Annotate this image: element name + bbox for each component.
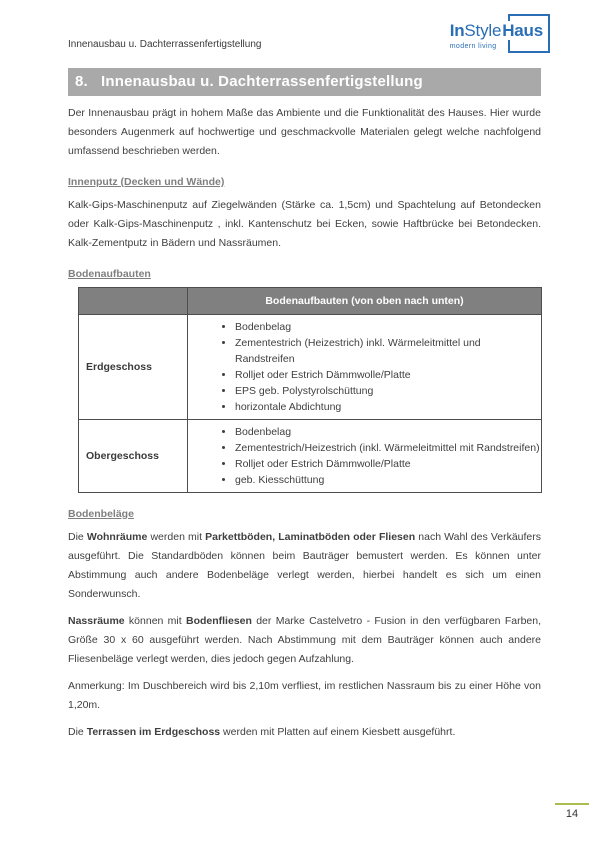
row-label: Obergeschoss <box>79 420 188 493</box>
text-segment: der Marke Castelvetro - Fusion in den verfügbaren Farben, Größe 30 x 60 ausgeführt werden. Nach Abstimmung mit dem Bauträger können auch andere Fliesenbeläge verlegt werden, dies jedoch gegen Aufzahlung. <box>68 615 542 665</box>
intro-paragraph: Der Innenausbau prägt in hohem Maße das Ambiente und die Funktionalität des Hauses. Hier wurde besonders Augenmerk auf hochwertige und geschmackvolle Materialen gelegt welche nachfolgend umfassend beschrieben werden. <box>68 107 541 157</box>
row-label: Erdgeschoss <box>79 315 188 420</box>
text-segment-bold: Parkettböden, Laminatböden oder Fliesen <box>205 531 416 543</box>
row-items-cell <box>188 420 542 493</box>
list-item: • Rolljet oder Estrich Dämmwolle/Platte <box>235 367 540 383</box>
page-number: 14 <box>565 808 579 820</box>
table-row-erdgeschoss <box>79 315 542 420</box>
subheading-bodenbelaege: Bodenbeläge <box>68 508 134 520</box>
bullet-list <box>189 424 540 488</box>
list-item: • Zementestrich/Heizestrich (inkl. Wärmeleitmittel mit Randstreifen) <box>235 440 540 456</box>
nassraeume-paragraph <box>68 612 541 669</box>
text-segment: werden mit Platten auf einem Kiesbett ausgeführt. <box>220 726 456 738</box>
text-segment-bold: Wohnräume <box>86 531 148 543</box>
running-header: Innenausbau u. Dachterrassenfertigstellung <box>68 39 262 50</box>
list-item: • EPS geb. Polystyrolschüttung <box>235 383 540 399</box>
section-number: 8. <box>75 73 88 90</box>
terrassen-paragraph <box>68 723 541 742</box>
section-title: Innenausbau u. Dachterrassenfertigstellung <box>101 73 423 90</box>
floor-structure-table <box>78 287 542 493</box>
table-header-empty-cell <box>79 288 188 315</box>
table-row-obergeschoss <box>79 420 542 493</box>
list-item: • Bodenbelag <box>235 319 540 335</box>
logo-part-style: Style <box>464 21 502 40</box>
anmerkung-paragraph: Anmerkung: Im Duschbereich wird bis 2,10m verfliest, im restlichen Nassraum bis zu einer Höhe von 1,20m. <box>68 680 541 711</box>
subheading-innenputz: Innenputz (Decken und Wände) <box>68 176 225 188</box>
text-segment: können mit <box>124 615 186 627</box>
list-item: • Zementestrich (Heizestrich) inkl. Wärmeleitmittel und Randstreifen <box>235 335 540 367</box>
bullet-list <box>189 319 540 415</box>
text-segment: Die <box>68 726 87 738</box>
subheading-bodenaufbauten: Bodenaufbauten <box>68 268 151 280</box>
row-items-cell <box>188 315 542 420</box>
innenputz-paragraph: Kalk-Gips-Maschinenputz auf Ziegelwänden (Stärke ca. 1,5cm) und Spachtelung auf Betondecken oder Kalk-Gips-Maschinenputz , inkl. Kantenschutz bei Ecken, sowie Haftbrücke bei Betondecken. Kalk-Zementputz in Bädern und Nassräumen. <box>68 199 541 249</box>
logo-tagline: modern living <box>449 43 497 50</box>
logo-part-haus: Haus <box>502 21 543 40</box>
text-segment-bold: Nassräume <box>68 615 125 627</box>
text-segment: Die <box>68 531 87 543</box>
list-item: • horizontale Abdichtung <box>235 399 540 415</box>
wohnraeume-paragraph <box>68 528 541 604</box>
company-logo <box>450 21 544 50</box>
page-footer <box>555 803 589 820</box>
text-segment-bold: Terrassen im Erdgeschoss <box>86 726 221 738</box>
list-item: • Bodenbelag <box>235 424 540 440</box>
table-header-row <box>79 288 542 315</box>
list-item: • geb. Kiesschüttung <box>235 472 540 488</box>
text-segment-bold: Bodenfliesen <box>185 615 252 627</box>
text-segment: nach Wahl des Verkäufers ausgeführt. Die Standardböden können beim Bauträger bemustert werden. Es können unter Abstimmung auch andere Bodenbeläge verlegt werden, hierbei handelt es sich um einen Sonderwunsch. <box>68 531 542 600</box>
table-header-cell: Bodenaufbauten (von oben nach unten) <box>188 288 542 315</box>
logo-wordmark <box>450 21 544 41</box>
text-segment: werden mit <box>147 531 206 543</box>
logo-part-in: In <box>449 21 465 40</box>
section-heading <box>68 68 541 96</box>
footer-rule <box>555 803 589 805</box>
list-item: • Rolljet oder Estrich Dämmwolle/Platte <box>235 456 540 472</box>
